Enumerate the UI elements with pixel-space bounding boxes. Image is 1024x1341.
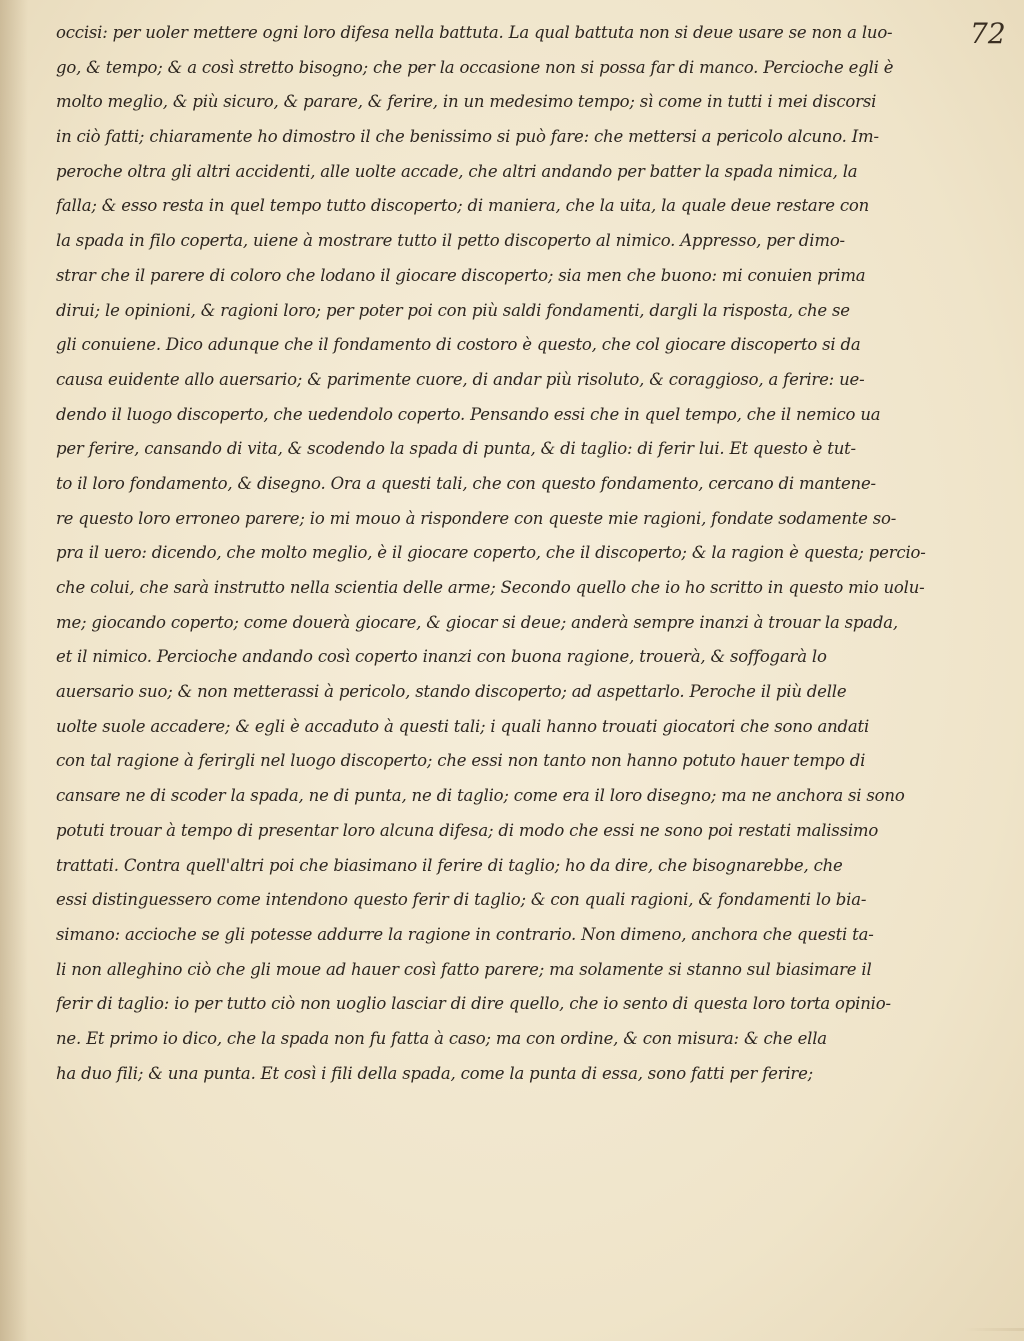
text-line: falla; & esso resta in quel tempo tutto discoperto; di maniera, che la uita, la quale deue restare con (56, 196, 870, 216)
text-line: trattati. Contra quell'altri poi che biasimano il ferire di taglio; ho da dire, che bisognarebbe, che (56, 855, 843, 875)
text-line: la spada in filo coperta, uiene à mostrare tutto il petto discoperto al nimico. Appresso, per dimo- (56, 231, 845, 251)
text-line: li non alleghino ciò che gli moue ad hauer così fatto parere; ma solamente si stanno sul biasimare il (56, 959, 872, 979)
text-line: auersario suo; & non metterassi à pericolo, stando discoperto; ad aspettarlo. Peroche il più delle (56, 682, 847, 702)
text-line: che colui, che sarà instrutto nella scientia delle arme; Secondo quello che io ho scritto in questo mio uolu- (56, 578, 925, 597)
text-line: cansare ne di scoder la spada, ne di punta, ne di taglio; come era il loro disegno; ma ne anchora si sono (56, 786, 905, 806)
text-line: peroche oltra gli altri accidenti, alle uolte accade, che altri andando per batter la spada nimica, la (56, 161, 858, 181)
text-line: per ferire, cansando di vita, & scodendo la spada di punta, & di taglio: di ferir lui. Et questo è tut- (56, 439, 856, 459)
text-line: dirui; le opinioni, & ragioni loro; per poter poi con più saldi fondamenti, dargli la risposta, che se (56, 300, 850, 320)
text-line: causa euidente allo auersario; & parimente cuore, di andar più risoluto, & coraggioso, a ferire: ue- (56, 369, 865, 389)
text-line: ha duo fili; & una punta. Et così i fili della spada, come la punta di essa, sono fatti per ferire; (56, 1063, 814, 1083)
manuscript-text-block (56, 16, 936, 1091)
text-line: molto meglio, & più sicuro, & parare, & ferire, in un medesimo tempo; sì come in tutti i mei discorsi (56, 92, 877, 112)
text-line: go, & tempo; & a così stretto bisogno; che per la occasione non si possa far di manco. Percioche egli è (56, 57, 894, 77)
text-line: re questo loro erroneo parere; io mi mouo à rispondere con queste mie ragioni, fondate sodamente so- (56, 508, 897, 528)
text-line: in ciò fatti; chiaramente ho dimostro il che benissimo si può fare: che mettersi a pericolo alcuno. Im- (56, 127, 879, 147)
text-line: to il loro fondamento, & disegno. Ora a questi tali, che con questo fondamento, cercano di mantene- (56, 473, 876, 493)
text-line: pra il uero: dicendo, che molto meglio, è il giocare coperto, che il discoperto; & la ragion è questa; percio- (56, 543, 926, 563)
text-line: essi distinguessero come intendono questo ferir di taglio; & con quali ragioni, & fondamenti lo bia- (56, 890, 867, 910)
text-line: ne. Et primo io dico, che la spada non fu fatta à caso; ma con ordine, & con misura: & che ella (56, 1028, 827, 1048)
text-line: me; giocando coperto; come douerà giocare, & giocar si deue; anderà sempre inanzi à trouar la spada, (56, 612, 898, 632)
text-line: ferir di taglio: io per tutto ciò non uoglio lasciar di dire quello, che io sento di questa loro torta opinio- (56, 994, 891, 1014)
text-line: occisi: per uoler mettere ogni loro difesa nella battuta. La qual battuta non si deue usare se non a luo- (56, 23, 893, 42)
text-line: gli conuiene. Dico adunque che il fondamento di costoro è questo, che col giocare discoperto si da (56, 335, 861, 355)
text-line: dendo il luogo discoperto, che uedendolo coperto. Pensando essi che in quel tempo, che il nemico ua (56, 404, 881, 424)
text-line: con tal ragione à ferirgli nel luogo discoperto; che essi non tanto non hanno potuto hauer tempo di (56, 751, 866, 771)
text-line: simano: accioche se gli potesse addurre la ragione in contrario. Non dimeno, anchora che questi ta- (56, 924, 874, 944)
folio-number: 72 (970, 17, 1006, 50)
text-line: et il nimico. Percioche andando così coperto inanzi con buona ragione, trouerà, & soffogarà lo (56, 647, 827, 667)
text-line: uolte suole accadere; & egli è accaduto à questi tali; i quali hanno trouati giocatori che sono andati (56, 716, 870, 736)
page-edge-wear (964, 1328, 1024, 1331)
binding-edge-shadow (0, 0, 28, 1341)
text-line: potuti trouar à tempo di presentar loro alcuna difesa; di modo che essi ne sono poi restati malissimo (56, 820, 879, 840)
text-line: strar che il parere di coloro che lodano il giocare discoperto; sia men che buono: mi conuien prima (56, 265, 866, 285)
